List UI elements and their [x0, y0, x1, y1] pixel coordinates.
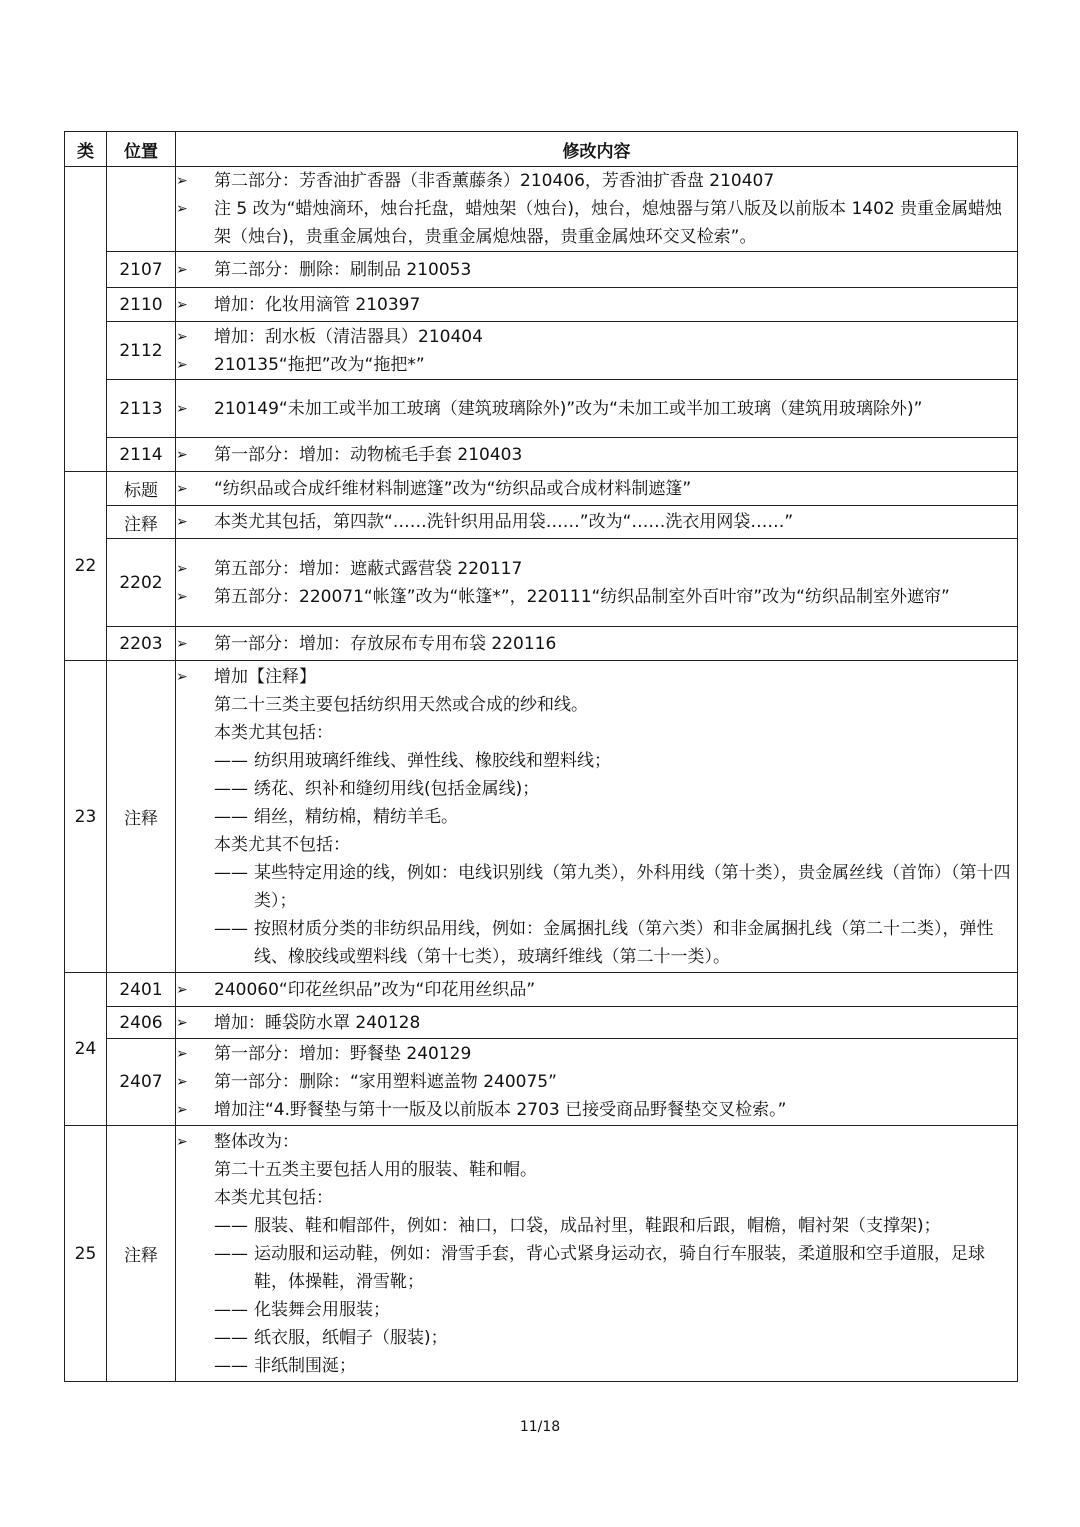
table-row — [65, 380, 1018, 438]
note-paragraph: 本类尤其不包括： — [214, 834, 350, 855]
table-header-row — [65, 132, 1018, 167]
arrow-bullet-icon: ➢ — [176, 328, 188, 345]
arrow-bullet-icon: ➢ — [176, 1014, 188, 1031]
note-paragraph: 第二十五类主要包括人用的服装、鞋和帽。 — [214, 1159, 537, 1180]
bullet-line: ➢ 注 5 改为“蜡烛滴环，烛台托盘，蜡烛架（烛台)，烛台，熄烛器与第八版及以前版本 1402 贵重金属蜡烛架（烛台)，贵重金属烛台，贵重金属熄烛器，贵重金属烛环交叉检索”。 — [176, 195, 1017, 251]
arrow-bullet-icon: ➢ — [176, 356, 188, 373]
bullet-line: ➢ 第五部分：增加：遮蔽式露营袋 220117 — [176, 555, 1017, 583]
bullet-line: ➢ 增加注“4.野餐垫与第十一版及以前版本 2703 已接受商品野餐垫交叉检索。” — [176, 1096, 1017, 1124]
arrow-bullet-icon: ➢ — [176, 635, 188, 652]
arrow-bullet-icon: ➢ — [176, 446, 188, 463]
content-cell — [176, 472, 1018, 506]
content-cell — [176, 1039, 1018, 1126]
header-content: 修改内容 — [176, 132, 1018, 167]
table-row — [65, 167, 1018, 252]
position-cell: 2114 — [107, 438, 176, 472]
page-number: 11/18 — [519, 1419, 561, 1435]
table-row — [65, 472, 1018, 506]
class-cell-24: 24 — [65, 973, 107, 1126]
arrow-bullet-icon: ➢ — [176, 588, 188, 605]
bullet-line: ➢ 第二部分：删除：刷制品 210053 — [176, 256, 1017, 284]
table-row — [65, 438, 1018, 472]
content-cell — [176, 1126, 1018, 1382]
bullet-line: ➢ 210135“拖把”改为“拖把*” — [176, 351, 1017, 379]
content-cell — [176, 380, 1018, 438]
table-row — [65, 1039, 1018, 1126]
table-row — [65, 661, 1018, 973]
position-cell: 注释 — [107, 661, 176, 973]
arrow-bullet-icon: ➢ — [176, 514, 188, 530]
dash-item: —— 服装、鞋和帽部件，例如：袖口，口袋，成品衬里，鞋跟和后跟，帽檐，帽衬架（支撑架)； — [214, 1215, 941, 1236]
class-cell-22: 22 — [65, 472, 107, 661]
note-paragraph: 本类尤其包括： — [214, 1187, 333, 1208]
dash-item: —— 纺织用玻璃纤维线、弹性线、橡胶线和塑料线； — [214, 750, 611, 771]
table-row — [65, 288, 1018, 322]
position-cell: 2107 — [107, 252, 176, 288]
header-position: 位置 — [107, 132, 176, 167]
table-row — [65, 252, 1018, 288]
bullet-line: ➢ 第二部分：芳香油扩香器（非香薰藤条）210406，芳香油扩香盘 210407 — [176, 167, 1017, 195]
dash-item: —— 绣花、织补和缝纫用线(包括金属线)； — [214, 778, 540, 799]
content-cell — [176, 661, 1018, 973]
arrow-bullet-icon: ➢ — [176, 1046, 188, 1062]
arrow-bullet-icon: ➢ — [176, 668, 188, 685]
table-row — [65, 627, 1018, 661]
arrow-bullet-icon: ➢ — [176, 560, 188, 577]
header-class: 类 — [65, 132, 107, 167]
bullet-line: ➢ “纺织品或合成纤维材料制遮篷”改为“纺织品或合成材料制遮篷” — [176, 475, 1017, 503]
position-cell: 注释 — [107, 506, 176, 539]
arrow-bullet-icon: ➢ — [176, 173, 188, 189]
bullet-line: ➢ 增加：刮水板（清洁器具）210404 — [176, 323, 1017, 351]
table-row — [65, 1007, 1018, 1039]
position-cell — [107, 167, 176, 252]
position-cell: 2110 — [107, 288, 176, 322]
arrow-bullet-icon: ➢ — [176, 480, 188, 497]
arrow-bullet-icon: ➢ — [176, 296, 188, 313]
content-cell — [176, 438, 1018, 472]
bullet-line: ➢ 本类尤其包括，第四款“……洗针织用品用袋……”改为“……洗衣用网袋……” — [176, 508, 1017, 536]
bullet-line: ➢ 增加：化妆用滴管 210397 — [176, 291, 1017, 319]
dash-item: —— 纸衣服，纸帽子（服装)； — [214, 1327, 448, 1348]
position-cell: 2202 — [107, 539, 176, 627]
bullet-line: ➢ 第五部分：220071“帐篷”改为“帐篷*”，220111“纺织品制室外百叶帘”改为“纺织品制室外遮帘” — [176, 583, 1017, 611]
arrow-bullet-icon: ➢ — [176, 1102, 188, 1118]
position-cell: 2406 — [107, 1007, 176, 1039]
arrow-bullet-icon: ➢ — [176, 201, 188, 217]
content-cell — [176, 627, 1018, 661]
position-cell: 2113 — [107, 380, 176, 438]
dash-item: —— 按照材质分类的非纺织品用线，例如：金属捆扎线（第六类）和非金属捆扎线（第二十二类），弹性线、橡胶线或塑料线（第十七类），玻璃纤维线（第二十一类）。 — [214, 918, 994, 967]
arrow-bullet-icon: ➢ — [176, 261, 188, 278]
dash-item: —— 化装舞会用服装； — [214, 1299, 390, 1320]
dash-item: —— 绢丝，精纺棉，精纺羊毛。 — [214, 806, 458, 827]
dash-item: —— 某些特定用途的线，例如：电线识别线（第九类），外科用线（第十类），贵金属丝线（首饰）（第十四类）； — [214, 862, 1011, 911]
position-cell: 2401 — [107, 973, 176, 1007]
bullet-line: ➢ 增加【注释】 — [176, 663, 1017, 691]
table-row — [65, 973, 1018, 1007]
bullet-line: ➢ 240060“印花丝织品”改为“印花用丝织品” — [176, 976, 1017, 1004]
position-cell: 2203 — [107, 627, 176, 661]
bullet-line: ➢ 210149“未加工或半加工玻璃（建筑玻璃除外)”改为“未加工或半加工玻璃（建筑用玻璃除外)” — [176, 395, 1017, 423]
bullet-line: ➢ 第一部分：增加：动物梳毛手套 210403 — [176, 441, 1017, 469]
dash-item: —— 运动服和运动鞋，例如：滑雪手套，背心式紧身运动衣，骑自行车服装，柔道服和空手道服，足球鞋，体操鞋，滑雪靴； — [214, 1243, 985, 1292]
content-cell — [176, 973, 1018, 1007]
note-paragraph: 第二十三类主要包括纺织用天然或合成的纱和线。 — [214, 694, 588, 715]
revision-table — [64, 131, 1018, 1382]
position-cell: 注释 — [107, 1126, 176, 1382]
table-row — [65, 539, 1018, 627]
position-cell: 2112 — [107, 322, 176, 380]
bullet-line: ➢ 第一部分：增加：野餐垫 240129 — [176, 1040, 1017, 1068]
arrow-bullet-icon: ➢ — [176, 1074, 188, 1090]
content-cell — [176, 506, 1018, 539]
class-cell-21 — [65, 167, 107, 472]
table-row — [65, 506, 1018, 539]
position-cell: 标题 — [107, 472, 176, 506]
content-cell — [176, 322, 1018, 380]
note-paragraph: 本类尤其包括： — [214, 722, 333, 743]
content-cell — [176, 288, 1018, 322]
arrow-bullet-icon: ➢ — [176, 400, 188, 417]
bullet-line: ➢ 增加：睡袋防水罩 240128 — [176, 1009, 1017, 1037]
content-cell — [176, 252, 1018, 288]
table-row — [65, 322, 1018, 380]
content-cell — [176, 167, 1018, 252]
dash-item: —— 非纸制围涎； — [214, 1355, 356, 1376]
content-cell — [176, 1007, 1018, 1039]
class-cell-25: 25 — [65, 1126, 107, 1382]
arrow-bullet-icon: ➢ — [176, 981, 188, 998]
bullet-line: ➢ 整体改为： — [176, 1128, 1017, 1156]
bullet-line: ➢ 第一部分：删除：“家用塑料遮盖物 240075” — [176, 1068, 1017, 1096]
content-cell — [176, 539, 1018, 627]
table-row — [65, 1126, 1018, 1382]
class-cell-23: 23 — [65, 661, 107, 973]
arrow-bullet-icon: ➢ — [176, 1133, 188, 1150]
bullet-line: ➢ 第一部分：增加：存放尿布专用布袋 220116 — [176, 630, 1017, 658]
position-cell: 2407 — [107, 1039, 176, 1126]
